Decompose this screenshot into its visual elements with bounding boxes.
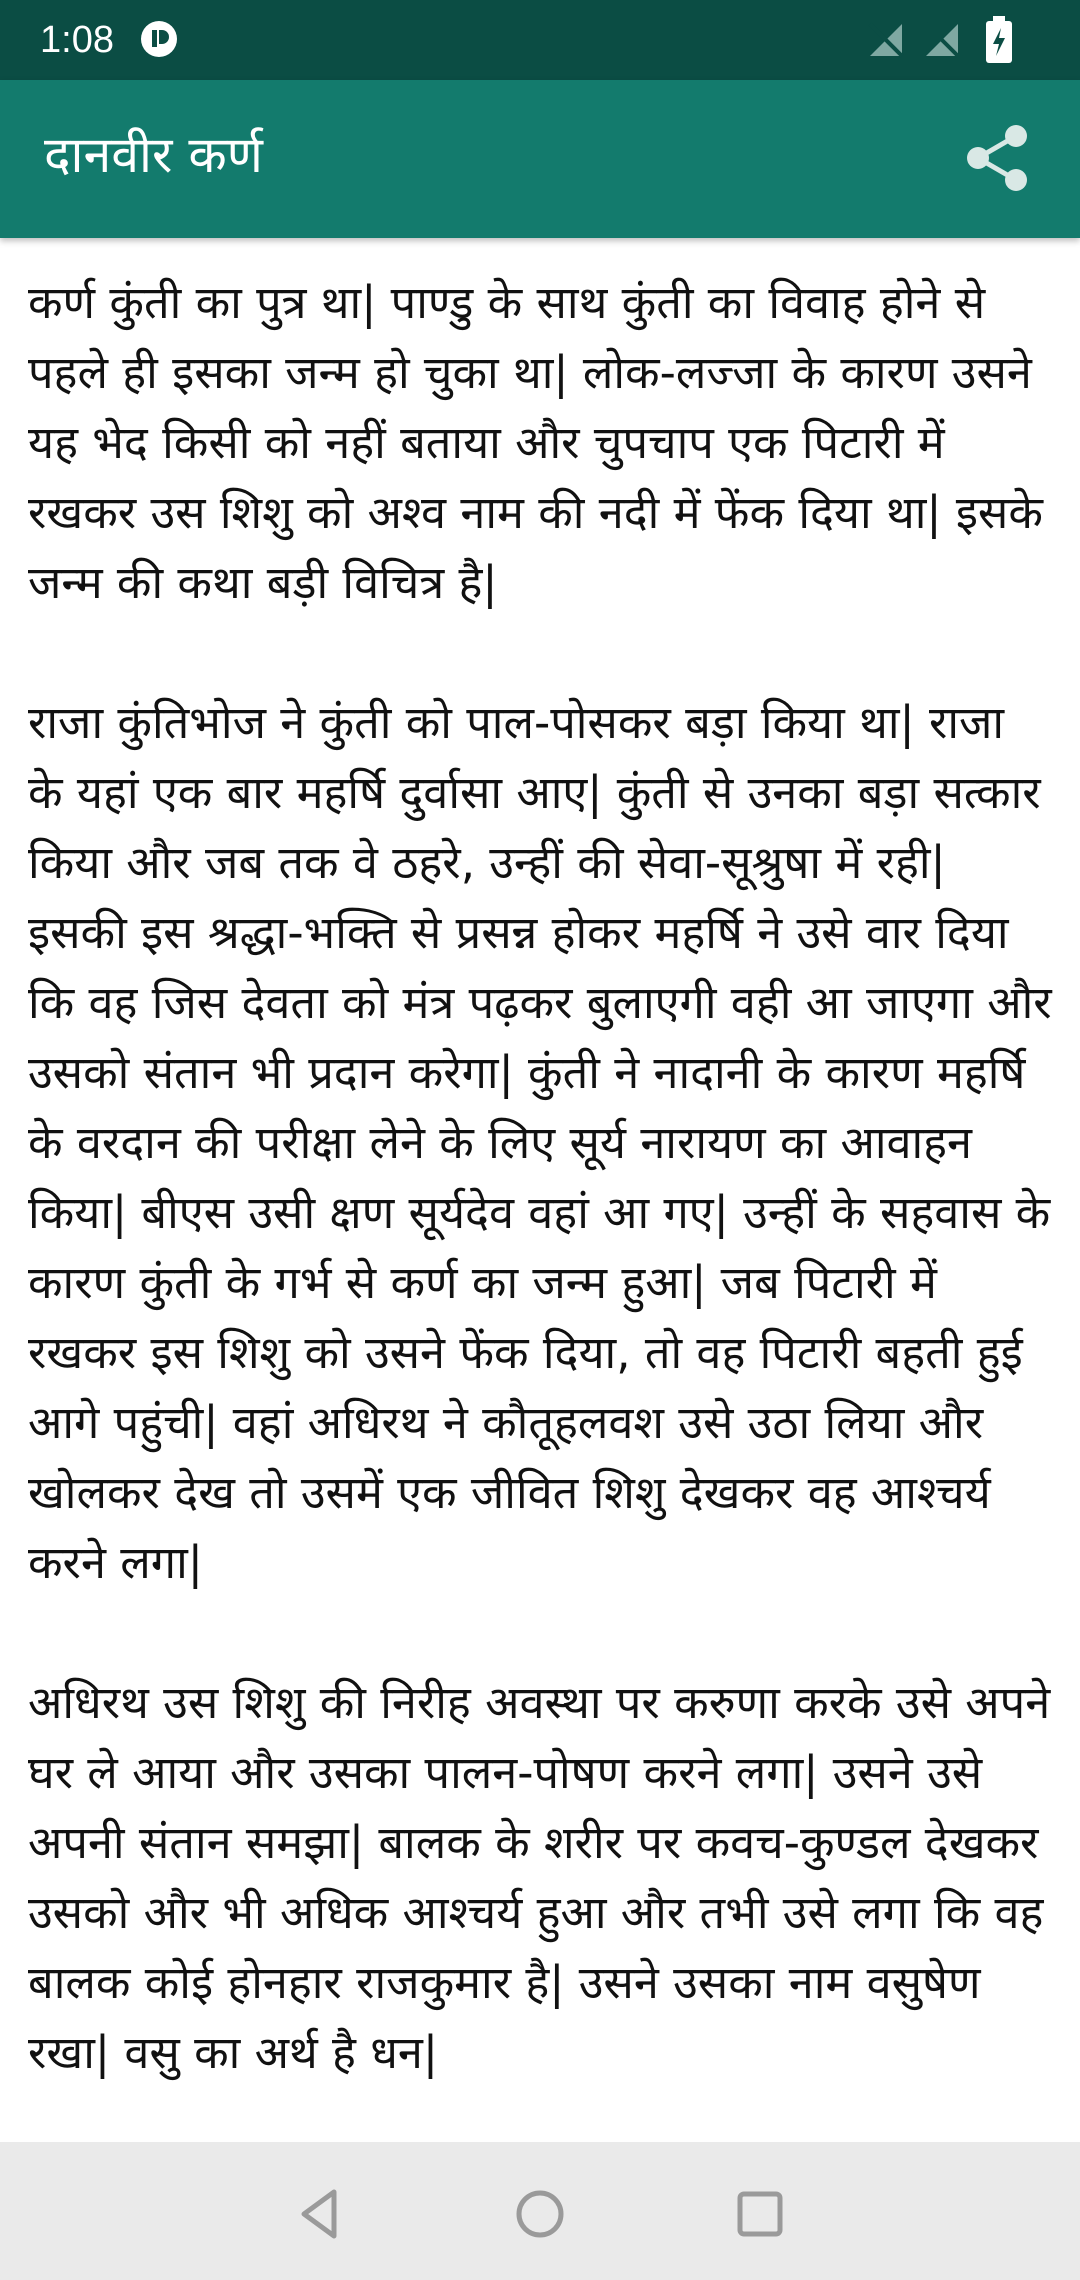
- story-scroll-area[interactable]: [0, 238, 1080, 2142]
- home-icon[interactable]: [510, 2184, 570, 2244]
- story-paragraph: कर्ण कुंती का पुत्र था| पाण्डु के साथ कुंती का विवाह होने से पहले ही इसका जन्म हो चुका था| लोक-लज्जा के कारण उसने यह भेद किसी को नहीं बताया और चुपचाप एक पिटारी में रखकर उस शिशु को अश्व नाम की नदी में फेंक दिया था| इसके जन्म की कथा बड़ी विचित्र है|: [28, 276, 1043, 609]
- page-title: दानवीर कर्ण: [44, 126, 263, 184]
- system-nav-bar: [0, 2142, 1080, 2280]
- story-paragraph: अधिरथ उस शिशु की निरीह अवस्था पर करुणा करके उसे अपने घर ले आया और उसका पालन-पोषण करने लगा| उसने उसे अपनी संतान समझा| बालक के शरीर पर कवच-कुण्डल देखकर उसको और भी अधिक आश्चर्य हुआ और तभी उसे लगा कि वह बालक कोई होनहार राजकुमार है| उसने उसका नाम वसुषेण रखा| वसु का अर्थ है धन|: [28, 1676, 1051, 2079]
- back-icon[interactable]: [290, 2184, 350, 2244]
- status-bar: [0, 0, 1080, 80]
- app-bar: [0, 80, 1080, 238]
- share-icon[interactable]: [956, 116, 1040, 200]
- recents-icon[interactable]: [730, 2184, 790, 2244]
- battery-charging-icon: [984, 16, 1014, 64]
- signal-off-icon: [866, 20, 906, 60]
- signal-off-icon: [922, 20, 962, 60]
- status-time: 1:08: [40, 19, 114, 61]
- notification-icon: [140, 20, 178, 58]
- story-paragraph: राजा कुंतिभोज ने कुंती को पाल-पोसकर बड़ा किया था| राजा के यहां एक बार महर्षि दुर्वासा आए| कुंती से उनका बड़ा सत्कार किया और जब तक वे ठहरे, उन्हीं की सेवा-सूश्रुषा में रही| इसकी इस श्रद्धा-भक्ति से प्रसन्न होकर महर्षि ने उसे वार दिया कि वह जिस देवता को मंत्र पढ़कर बुलाएगी वही आ जाएगा और उसको संतान भी प्रदान करेगा| कुंती ने नादानी के कारण महर्षि के वरदान की परीक्षा लेने के लिए सूर्य नारायण का आवाहन किया| बीएस उसी क्षण सूर्यदेव वहां आ गए| उन्हीं के सहवास के कारण कुंती के गर्भ से कर्ण का जन्म हुआ| जब पिटारी में रखकर इस शिशु को उसने फेंक दिया, तो वह पिटारी बहती हुई आगे पहुंची| वहां अधिरथ ने कौतूहलवश उसे उठा लिया और खोलकर देख तो उसमें एक जीवित शिशु देखकर वह आश्चर्य करने लगा|: [28, 696, 1052, 1589]
- story-text: [0, 238, 1080, 2088]
